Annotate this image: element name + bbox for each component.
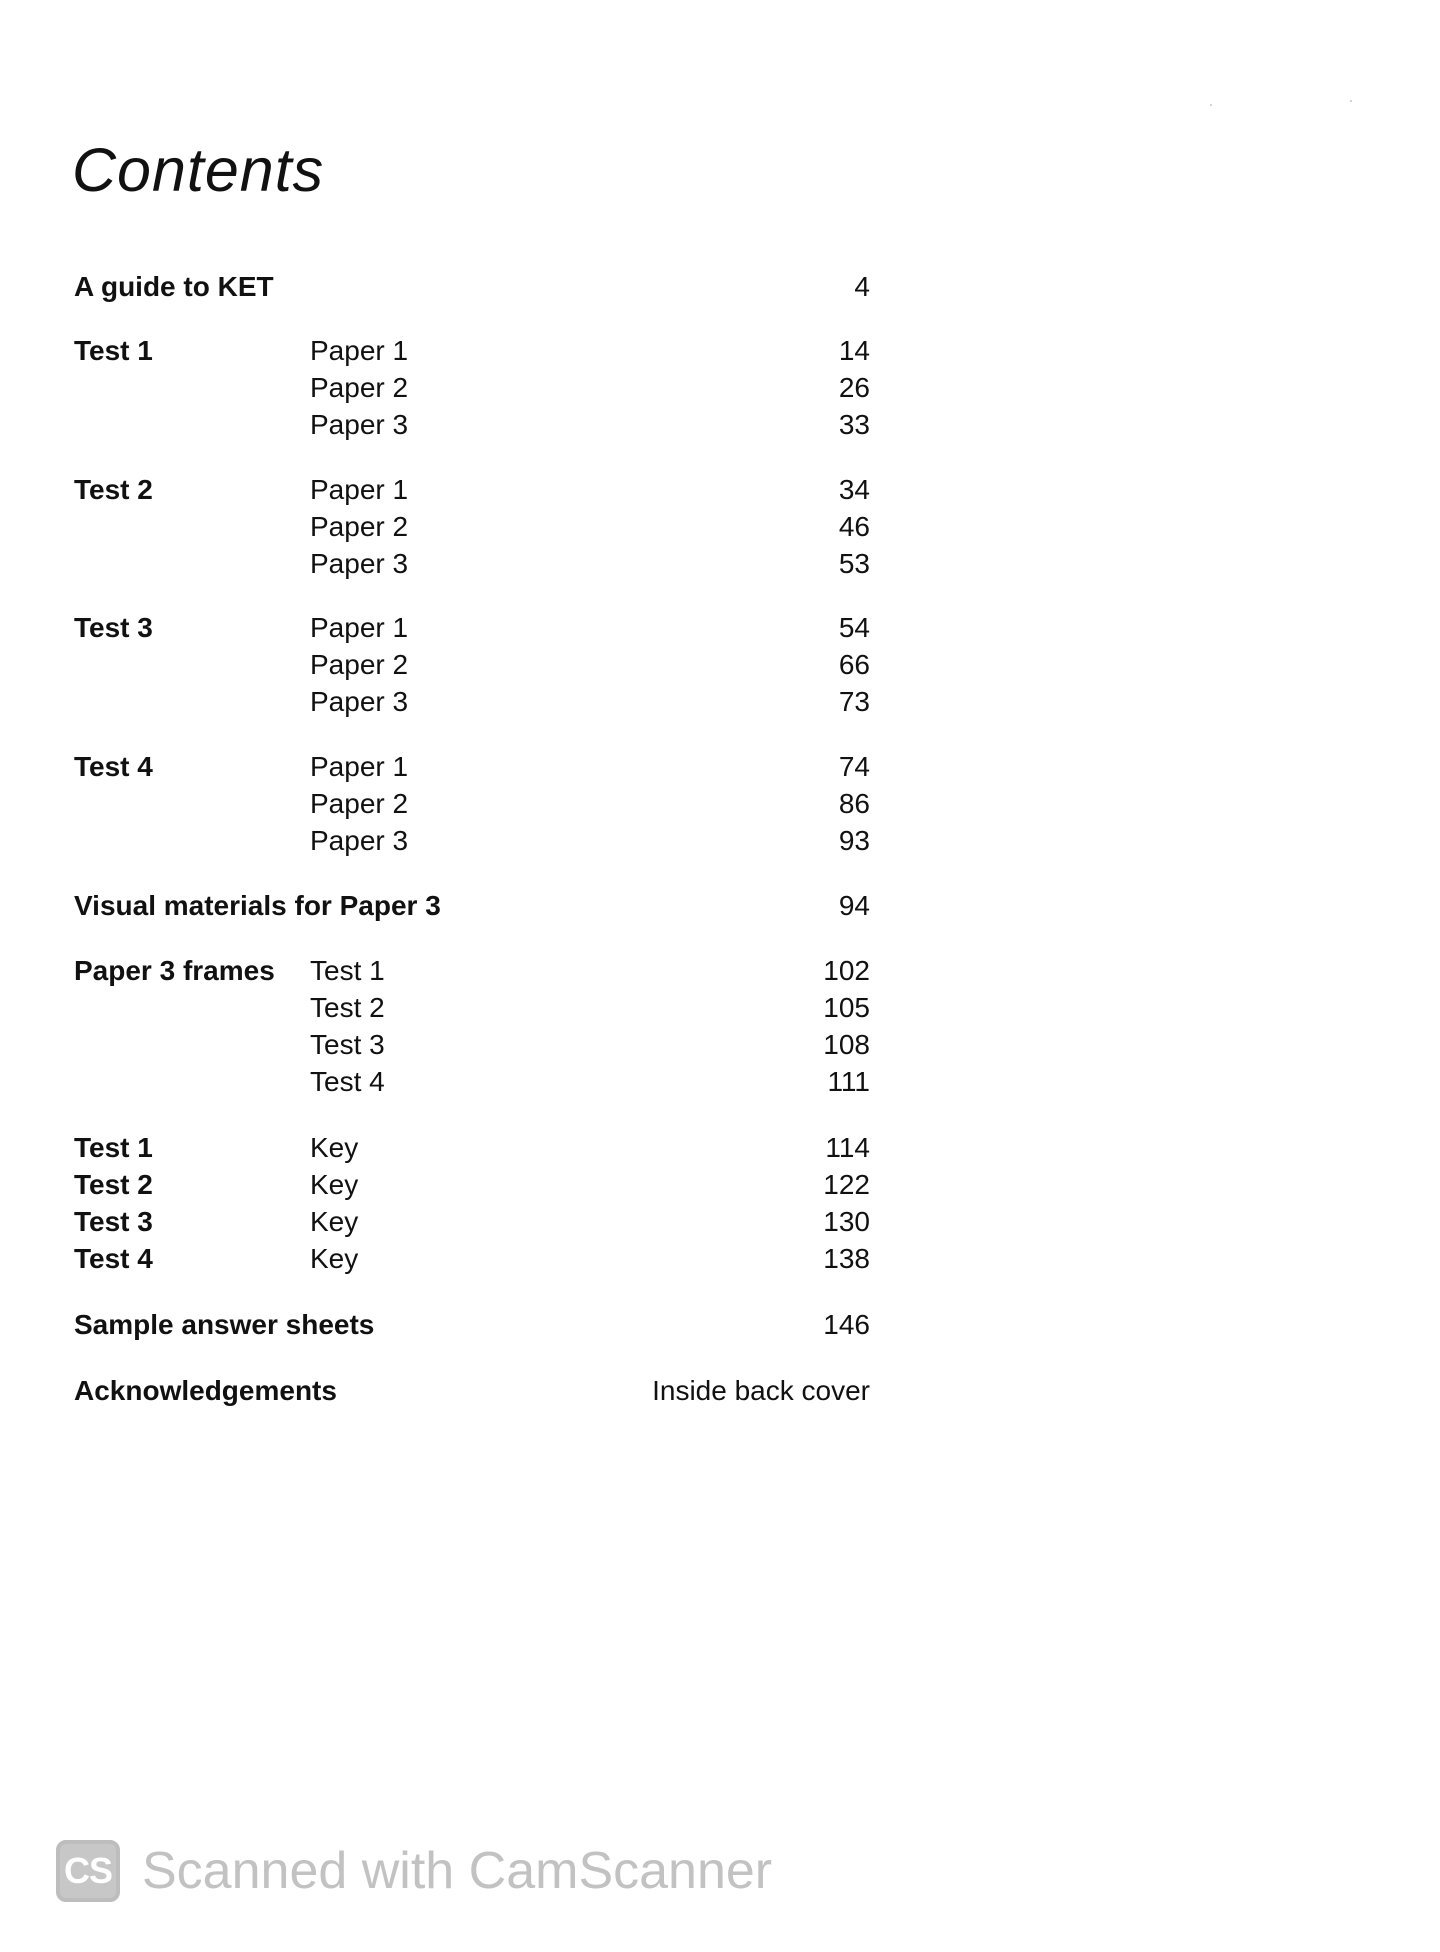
toc-entry [0, 1166, 1440, 1203]
toc-section: Test 4 [74, 1243, 153, 1274]
toc-page-number: 73 [838, 686, 870, 717]
toc-subsection: Paper 2 [310, 372, 409, 403]
toc-subsection: Test 4 [310, 1066, 385, 1097]
toc-page-number: 138 [823, 1243, 870, 1274]
toc-entry [0, 1063, 1440, 1100]
toc-page-number: 74 [838, 751, 870, 782]
toc-entry [0, 268, 1440, 305]
toc-subsection: Key [310, 1243, 359, 1274]
toc-entry [0, 989, 1440, 1026]
scan-speck [1350, 100, 1352, 102]
toc-subsection: Test 2 [310, 992, 385, 1023]
toc-entry [0, 887, 1440, 924]
toc-section: Visual materials for Paper 3 [74, 890, 441, 921]
toc-subsection: Paper 2 [310, 788, 409, 819]
toc-entry [0, 406, 1440, 443]
toc-page-number: 111 [827, 1066, 870, 1097]
toc-entry [0, 822, 1440, 859]
camscanner-watermark [56, 1838, 772, 1904]
toc-page-number: 33 [838, 409, 870, 440]
toc-subsection: Test 3 [310, 1029, 385, 1060]
toc-page-number: Inside back cover [652, 1375, 870, 1406]
toc-entry [0, 748, 1440, 785]
toc-entry [0, 1306, 1440, 1343]
toc-entry [0, 1372, 1440, 1409]
toc-section: Acknowledgements [74, 1375, 337, 1406]
toc-subsection: Key [310, 1169, 359, 1200]
toc-subsection: Key [310, 1132, 359, 1163]
toc-section: Test 1 [74, 335, 153, 366]
toc-subsection: Paper 1 [310, 751, 409, 782]
toc-entry [0, 683, 1440, 720]
toc-entry [0, 1129, 1440, 1166]
toc-page-number: 102 [823, 955, 870, 986]
toc-page-number: 94 [838, 890, 870, 921]
toc-subsection: Paper 1 [310, 335, 409, 366]
toc-entry [0, 369, 1440, 406]
toc-entry [0, 785, 1440, 822]
toc-page-number: 108 [823, 1029, 870, 1060]
toc-entry [0, 332, 1440, 369]
toc-section: Test 4 [74, 751, 153, 782]
toc-entry [0, 1026, 1440, 1063]
toc-entry [0, 471, 1440, 508]
toc-subsection: Paper 3 [310, 686, 409, 717]
toc-subsection: Test 1 [310, 955, 385, 986]
toc-page-number: 105 [823, 992, 870, 1023]
toc-section: Test 3 [74, 1206, 153, 1237]
toc-page-number: 4 [854, 271, 870, 302]
toc-subsection: Paper 3 [310, 825, 409, 856]
toc-subsection: Paper 1 [310, 474, 409, 505]
toc-entry [0, 545, 1440, 582]
toc-page-number: 66 [838, 649, 870, 680]
camscanner-logo-icon: CS [56, 1840, 120, 1902]
toc-subsection: Paper 3 [310, 548, 409, 579]
toc-section: Sample answer sheets [74, 1309, 375, 1340]
toc-subsection: Paper 2 [310, 649, 409, 680]
page-title: Contents [72, 136, 325, 204]
toc-entry [0, 1203, 1440, 1240]
toc-entry [0, 646, 1440, 683]
toc-page-number: 146 [823, 1309, 870, 1340]
scan-speck [1210, 104, 1212, 106]
toc-page-number: 93 [838, 825, 870, 856]
toc-page-number: 53 [838, 548, 870, 579]
toc-subsection: Paper 3 [310, 409, 409, 440]
toc-subsection: Paper 2 [310, 511, 409, 542]
toc-page-number: 54 [838, 612, 870, 643]
toc-page-number: 26 [838, 372, 870, 403]
toc-page-number: 130 [823, 1206, 870, 1237]
toc-section: Test 1 [74, 1132, 153, 1163]
toc-section: Test 3 [74, 612, 153, 643]
watermark-text: Scanned with CamScanner [142, 1842, 773, 1900]
toc-section: A guide to KET [74, 271, 274, 302]
toc-page-number: 122 [823, 1169, 870, 1200]
toc-section: Test 2 [74, 474, 153, 505]
toc-page-number: 114 [825, 1132, 870, 1163]
toc-subsection: Key [310, 1206, 359, 1237]
toc-entry [0, 609, 1440, 646]
toc-entry [0, 952, 1440, 989]
toc-page-number: 46 [838, 511, 870, 542]
toc-section: Paper 3 frames [74, 955, 275, 986]
toc-subsection: Paper 1 [310, 612, 409, 643]
toc-page-number: 86 [838, 788, 870, 819]
toc-entry [0, 1240, 1440, 1277]
toc-page-number: 14 [838, 335, 870, 366]
toc-section: Test 2 [74, 1169, 153, 1200]
toc-entry [0, 508, 1440, 545]
toc-page-number: 34 [838, 474, 870, 505]
